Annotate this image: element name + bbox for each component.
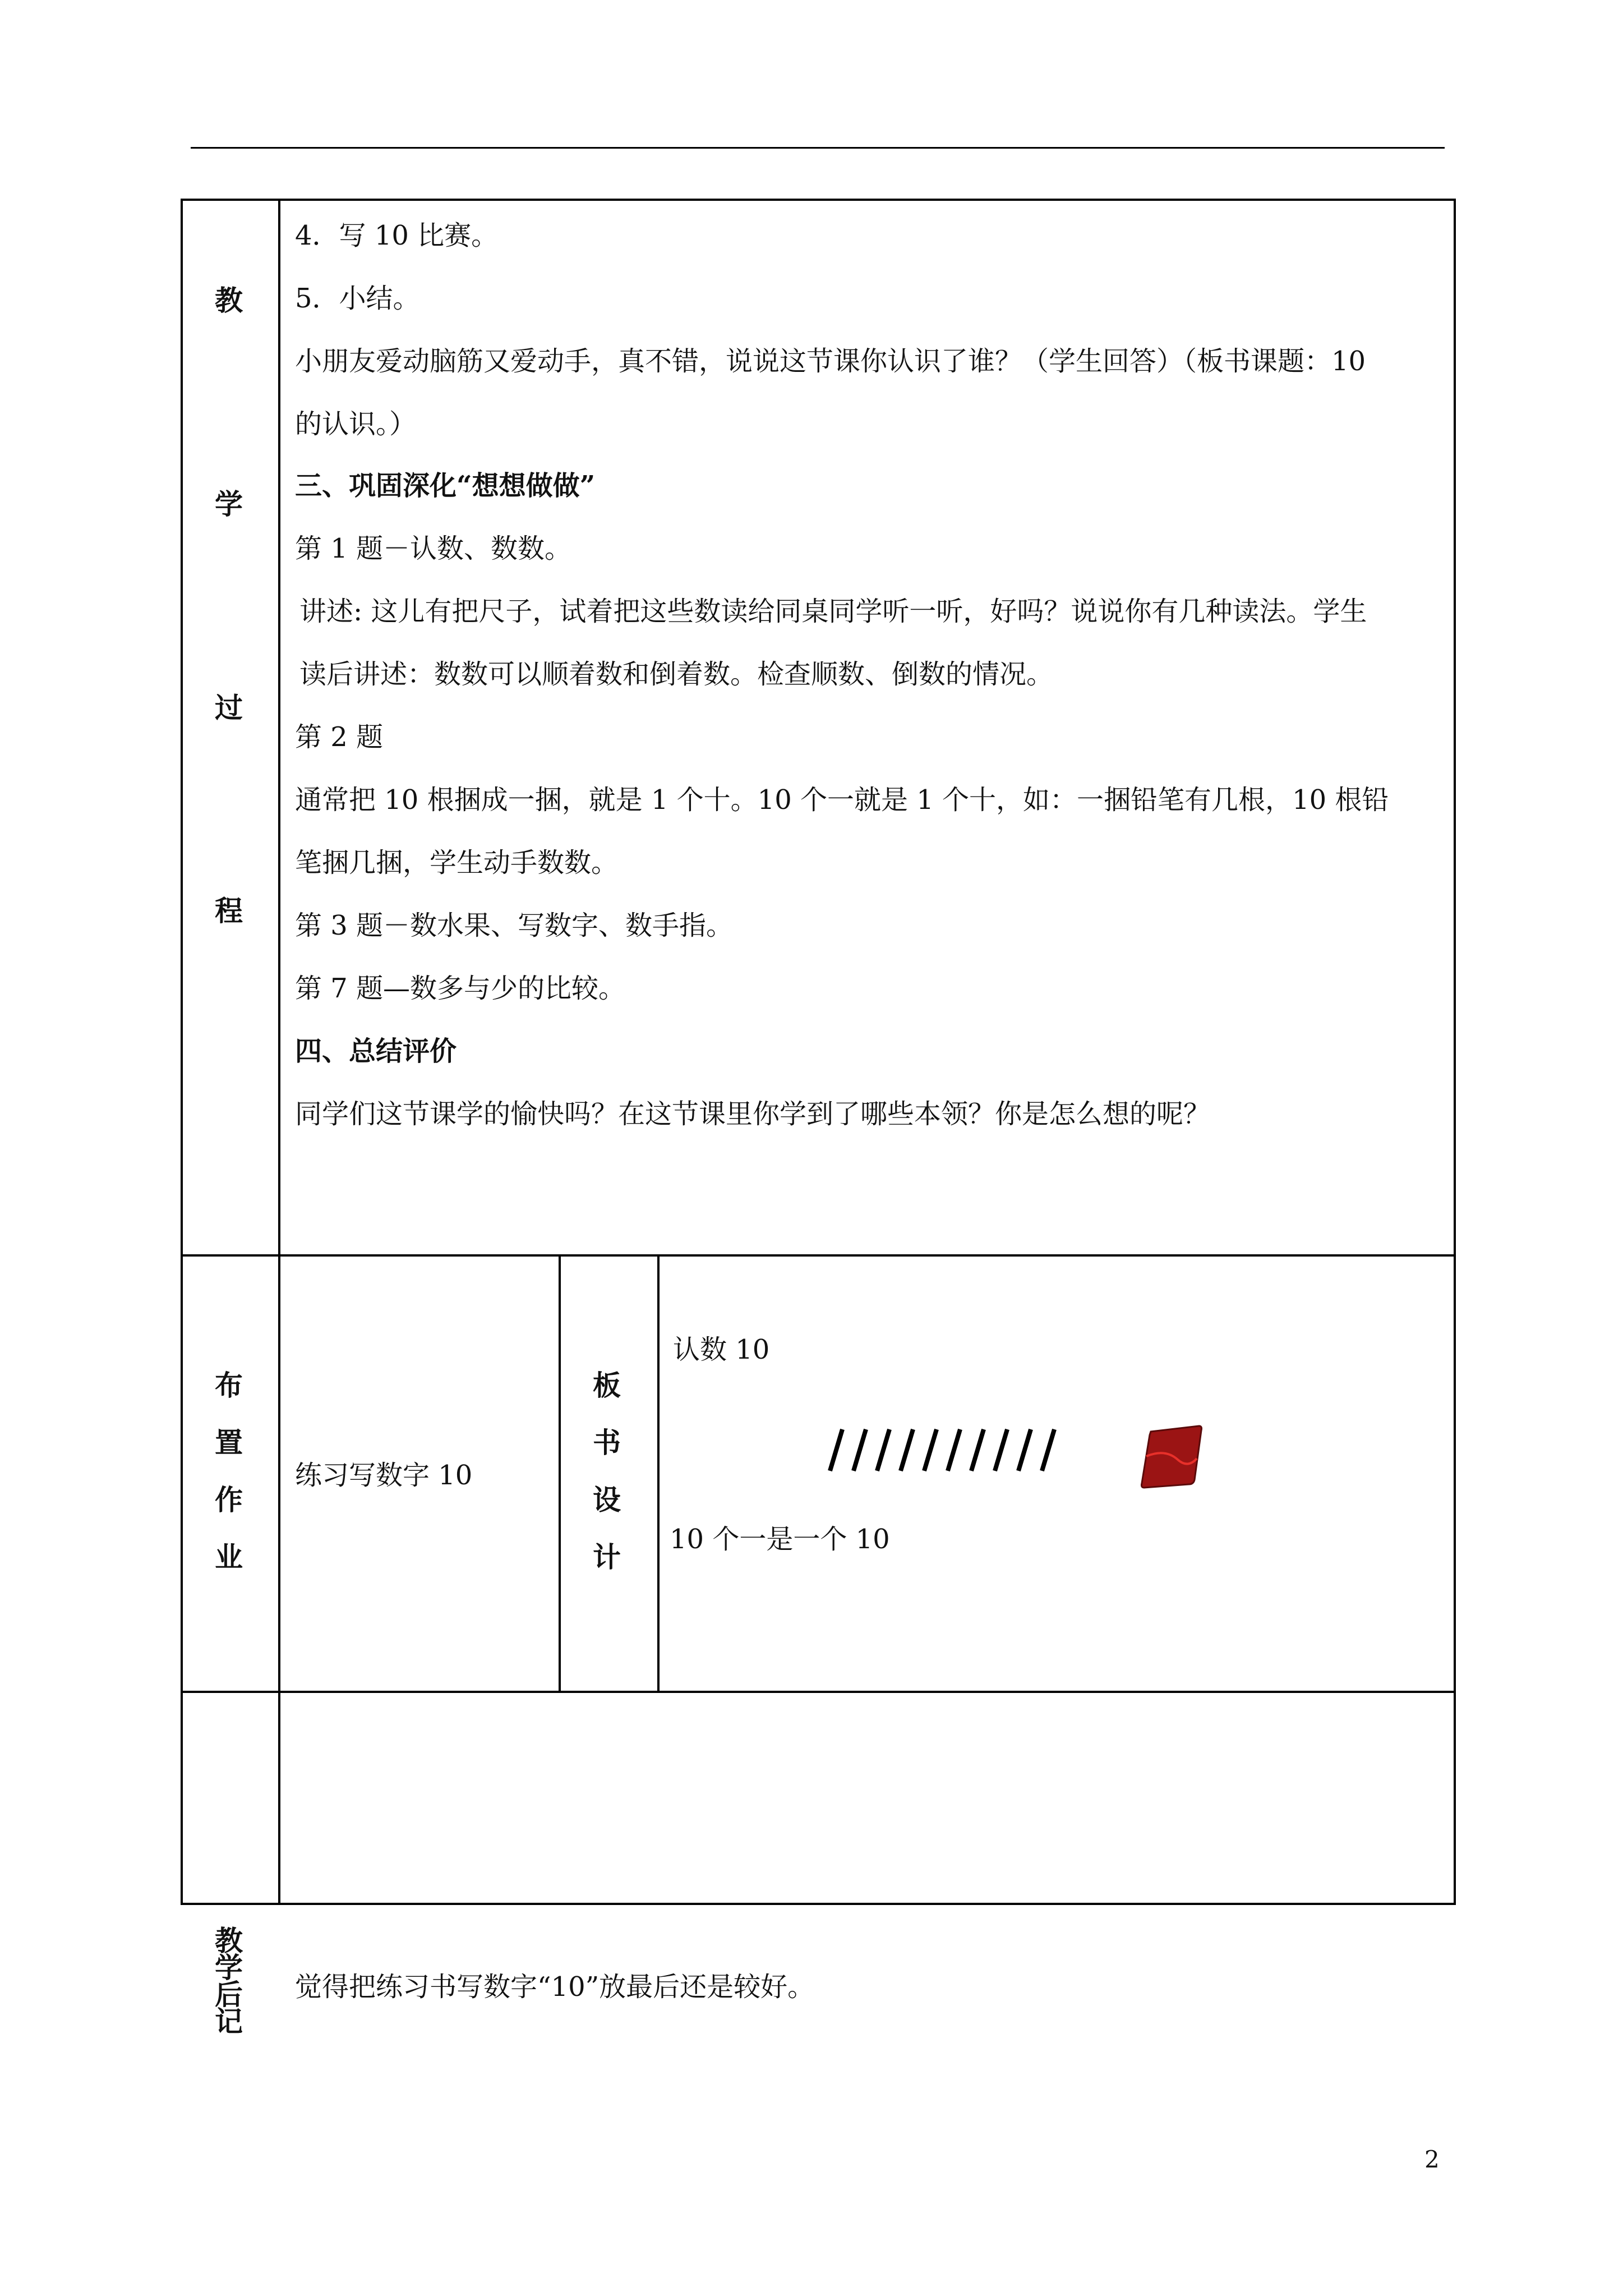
process-line: 读后讲述：数数可以顺着数和倒着数。检查顺数、倒数的情况。	[299, 659, 1054, 690]
reflection-label-char: 后	[215, 1978, 243, 2011]
process-line: 第 7 题—数多与少的比较。	[295, 973, 626, 1004]
process-label-1: 教	[215, 284, 243, 317]
process-line: 同学们这节课学的愉快吗？在这节课里你学到了哪些本领？你是怎么想的呢？	[295, 1098, 1211, 1130]
header-rule	[191, 147, 1445, 149]
label-column-divider	[278, 199, 280, 1905]
process-line: 的认识。）	[295, 408, 417, 440]
table-border-top	[181, 199, 1456, 201]
homework-label-3: 作	[215, 1483, 243, 1516]
table-divider-1	[181, 1254, 1456, 1257]
homework-label-2: 置	[215, 1426, 243, 1459]
stick-2	[854, 1429, 866, 1471]
process-line: 讲述: 这儿有把尺子，试着把这些数读给同桌同学听一听，好吗？说说你有几种读法。学生	[299, 596, 1367, 627]
table-border-bottom	[181, 1903, 1456, 1905]
reflection-label-char: 学	[215, 1951, 243, 1984]
stick-5	[924, 1429, 937, 1471]
bundle-eraser-icon	[1138, 1419, 1211, 1492]
process-line: 5．小结。	[295, 283, 420, 314]
board-label-3: 设	[593, 1483, 621, 1516]
reflection-label	[212, 1924, 246, 2038]
homework-label-1: 布	[215, 1369, 243, 1402]
page-number: 2	[1424, 2146, 1440, 2173]
process-label-4: 程	[215, 894, 243, 927]
board-label-divider	[657, 1254, 660, 1692]
board-title: 认数 10	[673, 1334, 770, 1365]
board-caption: 10 个一是一个 10	[670, 1524, 890, 1555]
process-line: 第 1 题－认数、数数。	[295, 533, 572, 564]
board-label-2: 书	[593, 1426, 621, 1459]
process-line: 4．写 10 比赛。	[295, 220, 499, 251]
stick-1	[830, 1429, 842, 1471]
stick-10	[1042, 1429, 1054, 1471]
eraser-body	[1142, 1426, 1202, 1488]
reflection-label-char: 教	[215, 1924, 243, 1957]
reflection-content: 觉得把练习书写数字“10”放最后还是较好。	[295, 1971, 815, 2003]
stick-9	[1018, 1429, 1031, 1471]
process-label-3: 过	[215, 691, 243, 724]
homework-content: 练习写数字 10	[295, 1460, 473, 1491]
lesson-table	[181, 199, 1456, 2038]
process-label-2: 学	[215, 487, 243, 521]
stick-7	[971, 1429, 984, 1471]
stick-6	[948, 1429, 960, 1471]
board-label-1: 板	[593, 1369, 621, 1402]
process-line: 通常把 10 根捆成一捆，就是 1 个十。10 个一就是 1 个十，如：一捆铅笔有几根，10 根铅	[295, 784, 1389, 816]
process-line: 小朋友爱动脑筋又爱动手，真不错，说说这节课你认识了谁？（学生回答）（板书课题：10	[295, 346, 1366, 377]
process-line: 笔捆几捆，学生动手数数。	[295, 847, 619, 878]
section-heading-summary: 四、总结评价	[295, 1036, 457, 1067]
table-divider-2	[181, 1691, 1456, 1693]
ten-sticks-illustration	[819, 1425, 1077, 1475]
section-heading-consolidate: 三、巩固深化“想想做做”	[295, 470, 596, 501]
table-border-right	[1454, 199, 1456, 1905]
stick-4	[901, 1429, 913, 1471]
board-label-4: 计	[593, 1540, 621, 1573]
process-line: 第 2 题	[295, 721, 384, 753]
homework-label-4: 业	[215, 1540, 243, 1573]
table-border-left	[181, 199, 183, 1905]
process-line: 第 3 题－数水果、写数字、数手指。	[295, 910, 734, 941]
stick-3	[877, 1429, 889, 1471]
homework-divider	[559, 1254, 561, 1692]
reflection-label-char: 记	[215, 2005, 243, 2038]
stick-8	[995, 1429, 1007, 1471]
